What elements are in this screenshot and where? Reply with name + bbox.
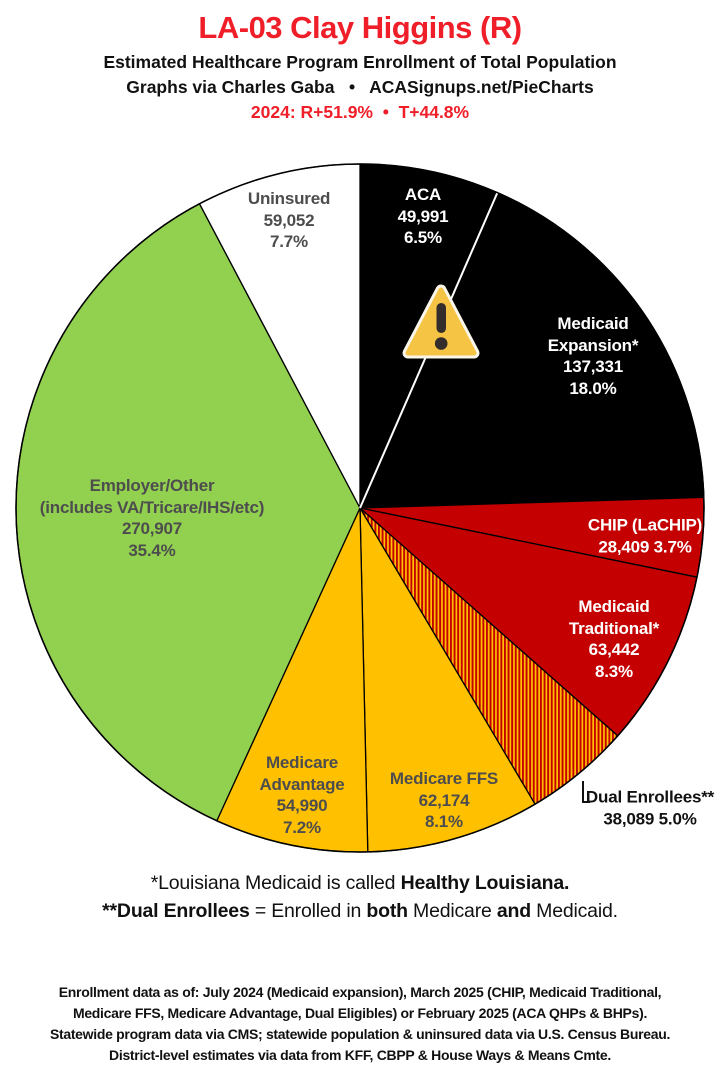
footnotes xyxy=(0,869,720,925)
slice-label-medicaid-expansion: Medicaid Expansion* 137,331 18.0% xyxy=(547,314,639,398)
footnote-segment: = Enrolled in xyxy=(249,900,367,922)
slice-label-dual-enrollees: Dual Enrollees** 38,089 5.0% xyxy=(585,787,715,828)
footnote-segment: both xyxy=(366,900,408,922)
footnote-louisiana-medicaid xyxy=(0,869,720,897)
source-notes xyxy=(0,982,720,1066)
partisan-lean-line: 2024: R+51.9% • T+44.8% xyxy=(250,102,470,122)
source-line: Medicare FFS, Medicare Advantage, Dual Eligibles) or February 2025 (ACA QHPs & BHPs). xyxy=(72,1005,648,1021)
subtitle-enrollment: Estimated Healthcare Program Enrollment of Total Population xyxy=(103,52,617,72)
slice-label-chip-lachip: CHIP (LaCHIP) 28,409 3.7% xyxy=(587,515,703,556)
slice-label-medicare-ffs: Medicare FFS 62,174 8.1% xyxy=(389,768,499,831)
subtitle-attribution: Graphs via Charles Gaba • ACASignups.net/PieCharts xyxy=(126,77,594,97)
footnote-segment: Medicare xyxy=(407,900,497,922)
footnote-segment: Healthy Louisiana. xyxy=(400,872,570,894)
dual-enrollees-callout-line xyxy=(583,781,590,802)
header xyxy=(0,0,720,125)
page-title: LA-03 Clay Higgins (R) xyxy=(198,10,522,45)
footnote-segment: *Louisiana Medicaid is called xyxy=(150,872,401,894)
slice-label-medicaid-traditional: Medicaid Traditional* 63,442 8.3% xyxy=(568,597,660,681)
source-line: District-level estimates via data from KFF, CBPP & House Ways & Means Cmte. xyxy=(109,1047,611,1063)
slice-label-medicare-advantage: Medicare Advantage 54,990 7.2% xyxy=(259,753,345,837)
footnote-segment: **Dual Enrollees xyxy=(102,900,250,922)
source-line: Enrollment data as of: July 2024 (Medicaid expansion), March 2025 (CHIP, Medicaid Traditional, xyxy=(58,984,662,1000)
footnote-dual-enrollees xyxy=(0,897,720,925)
footnote-segment: Medicaid. xyxy=(530,900,618,922)
source-line: Statewide program data via CMS; statewide population & uninsured data via U.S. Census Bureau. xyxy=(49,1026,671,1042)
slice-label-employer-other: Employer/Other (includes VA/Tricare/IHS/etc) 270,907 35.4% xyxy=(39,476,265,560)
slice-label-aca: ACA 49,991 6.5% xyxy=(397,184,449,247)
pie-slices[interactable] xyxy=(16,164,704,852)
footnote-segment: and xyxy=(496,900,531,922)
slice-label-uninsured: Uninsured 59,052 7.7% xyxy=(247,188,331,251)
